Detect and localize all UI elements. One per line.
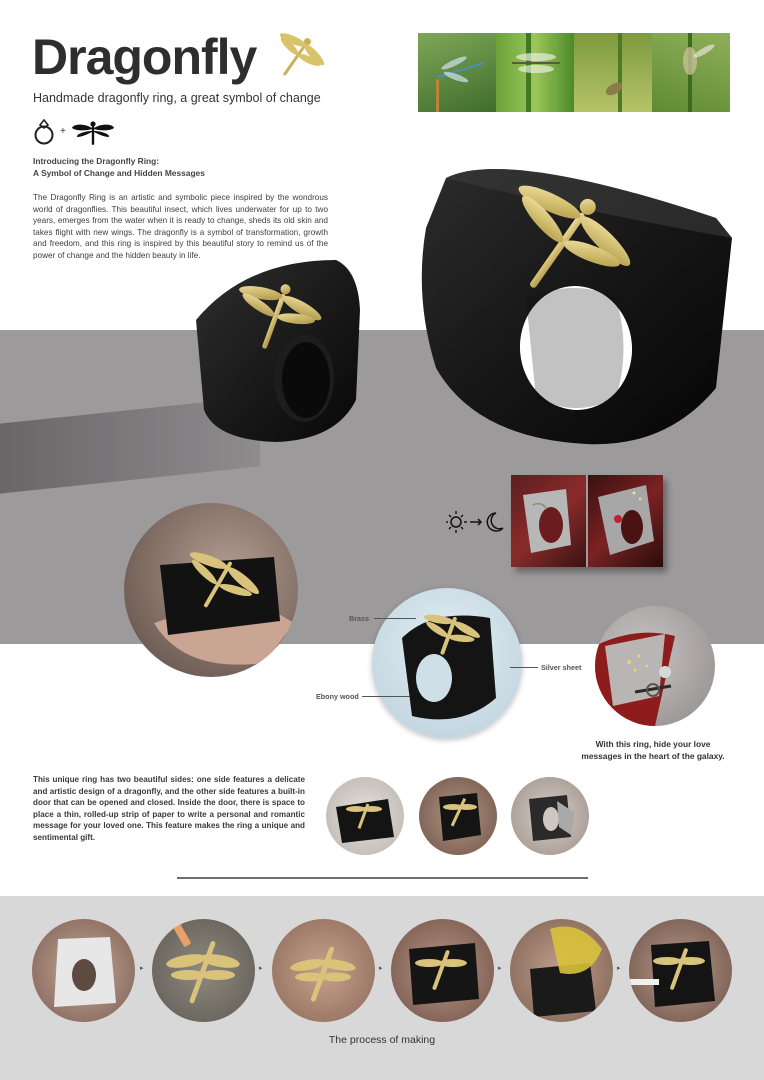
dragonfly-photo-strip bbox=[418, 33, 730, 112]
section-divider bbox=[177, 877, 588, 879]
strip-photo-emerging bbox=[652, 33, 730, 112]
leader-line-brass bbox=[374, 618, 416, 619]
process-arrow: ▸ bbox=[379, 965, 383, 972]
label-brass: Brass bbox=[349, 614, 369, 623]
strip-photo-nymph bbox=[574, 33, 652, 112]
day-night-icons bbox=[446, 510, 504, 534]
ring-small-photo bbox=[186, 250, 364, 445]
intro-heading bbox=[33, 155, 253, 179]
page-subtitle: Handmade dragonfly ring, a great symbol of change bbox=[33, 91, 321, 105]
label-silver-sheet: Silver sheet bbox=[541, 663, 582, 672]
process-step-6 bbox=[629, 919, 732, 1022]
plus-sign: + bbox=[60, 126, 66, 137]
intro-heading-line1: Introducing the Dragonfly Ring: bbox=[33, 156, 160, 166]
photo-hidden-compartment bbox=[595, 606, 715, 726]
process-step-1 bbox=[32, 919, 135, 1022]
sun-icon bbox=[446, 511, 467, 533]
process-step-2 bbox=[152, 919, 255, 1022]
photo-ring-in-hand bbox=[419, 777, 497, 855]
leader-line-ebony bbox=[362, 696, 410, 697]
label-ebony-wood: Ebony wood bbox=[316, 692, 359, 701]
strip-photo-dragonfly-reed bbox=[496, 33, 574, 112]
page-title: Dragonfly bbox=[32, 29, 257, 85]
ring-large-photo bbox=[416, 148, 732, 448]
photo-ring-materials bbox=[372, 588, 522, 738]
galaxy-caption: With this ring, hide your love messages in the heart of the galaxy. bbox=[581, 739, 725, 761]
process-arrow: ▸ bbox=[498, 965, 502, 972]
process-step-5 bbox=[510, 919, 613, 1022]
photo-ring-door-open bbox=[511, 777, 589, 855]
intro-paragraph: The Dragonfly Ring is an artistic and symbolic piece inspired by the wondrous world of dragonflies. This beautiful insect, which lives underwater for up to two years, emerges from the water when it is ready to change, sheds its old skin and takes flight with new wings. The dragonfly is a symbol of transformation, growth and freedom, and this ring is inspired by this beautiful story to remind us of the power of change and the hidden beauty in life. bbox=[33, 193, 328, 260]
photo-ring-top-view bbox=[326, 777, 404, 855]
arrow-right-icon bbox=[470, 519, 481, 525]
process-step-4 bbox=[391, 919, 494, 1022]
photo-ring-on-finger bbox=[124, 503, 298, 677]
intro-heading-line2: A Symbol of Change and Hidden Messages bbox=[33, 168, 205, 178]
moon-icon bbox=[487, 513, 503, 531]
dragonfly-icon bbox=[70, 120, 116, 146]
leader-line-silver bbox=[510, 667, 538, 668]
process-arrow: ▸ bbox=[140, 965, 144, 972]
ring-icon bbox=[33, 118, 55, 146]
glow-photo-pair bbox=[511, 475, 663, 567]
process-arrow: ▸ bbox=[259, 965, 263, 972]
process-step-3 bbox=[272, 919, 375, 1022]
photo-silver-ring-night bbox=[588, 475, 663, 567]
photo-silver-ring-day bbox=[511, 475, 586, 567]
process-arrow: ▸ bbox=[617, 965, 621, 972]
strip-photo-damselfly bbox=[418, 33, 496, 112]
process-caption: The process of making bbox=[328, 1034, 436, 1046]
dragonfly-icon bbox=[262, 30, 330, 86]
ring-description: This unique ring has two beautiful sides: one side features a delicate and artistic design of a dragonfly, and the other side features a built-in door that can be opened and closed. Inside the door, there is space to place a thin, rolled-up strip of paper to write a personal and romantic message for your loved one. This feature makes the ring a unique and sentimental gift. bbox=[33, 775, 305, 842]
